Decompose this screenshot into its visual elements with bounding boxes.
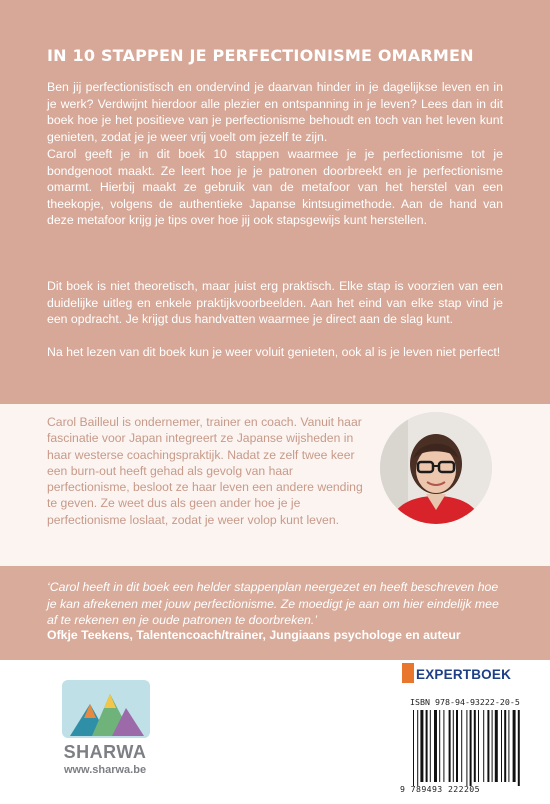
isbn-label: ISBN 978-94-93222-20-5 xyxy=(410,697,520,707)
practical-paragraph: Dit boek is niet theoretisch, maar juist erg praktisch. Elke stap is voorzien van een duidelijke uitleg en enkele praktijkvoorbeelden. Aan het eind van elke stap vind je een opdracht. Je krijgt dus handvatten waarmee je direct aan de slag kunt. xyxy=(47,279,503,327)
sharwa-url: www.sharwa.be xyxy=(63,764,147,776)
publisher-name: EXPERTBOEK xyxy=(416,667,512,682)
closing-paragraph: Na het lezen van dit boek kun je weer voluit genieten, ook al is je leven niet perfect! xyxy=(47,345,501,359)
sharwa-logo-icon xyxy=(60,678,152,740)
intro-paragraph: Ben jij perfectionistisch en ondervind je daarvan hinder in je dagelijkse leven en in je werk? Verdwijnt hierdoor alle plezier en ontspanning in je leven? Lees dan in dit boek hoe je het positieve van je perfectionisme behoudt en toch van het leven kunt genieten, zodat je je weer vrij voelt om jezelf te zijn. xyxy=(47,80,503,144)
review-quote: ‘Carol heeft in dit boek een helder stappenplan neergezet en heeft beschreven hoe je kan afrekenen met jouw perfectionisme. Ze moedigt je aan om hier eindelijk mee af te rekenen en je oude patronen te doorbreken.’ xyxy=(47,580,499,628)
author-photo xyxy=(380,412,492,524)
cover-title: IN 10 STAPPEN JE PERFECTIONISME OMARMEN xyxy=(47,46,474,65)
author-portrait-image xyxy=(380,412,492,524)
steps-paragraph: Carol geeft je in dit boek 10 stappen waarmee je je perfectionisme tot je bondgenoot maakt. Ze leert hoe je je patronen doorbreekt en je perfectionisme omarmt. Hierbij maakt ze gebruik van de metafoor van het herstel van een theekopje, volgens de authentieke Japanse kintsugimethode. Aan de hand van deze metafoor krijg je tips over hoe jij ook stapsgewijs kunt herstellen. xyxy=(47,147,503,228)
sharwa-logo-text: SHARWA xyxy=(63,742,147,762)
quote-author: Ofkje Teekens, Talentencoach/trainer, Jungiaans psychologe en auteur xyxy=(47,628,461,642)
author-bio: Carol Bailleul is ondernemer, trainer en coach. Vanuit haar fascinatie voor Japan integreert ze Japanse wijsheden in haar westerse coachingspraktijk. Nadat ze zelf twee keer een burn-out heeft gehad als gevolg van haar perfectionisme, besloot ze haar leven een andere wending te geven. Ze weet dus als geen ander hoe je je perfectionisme loslaat, zodat je weer volop kunt leven. xyxy=(47,415,363,527)
barcode-digits: 9 789493 222205 xyxy=(400,784,480,794)
barcode-icon xyxy=(411,708,524,790)
